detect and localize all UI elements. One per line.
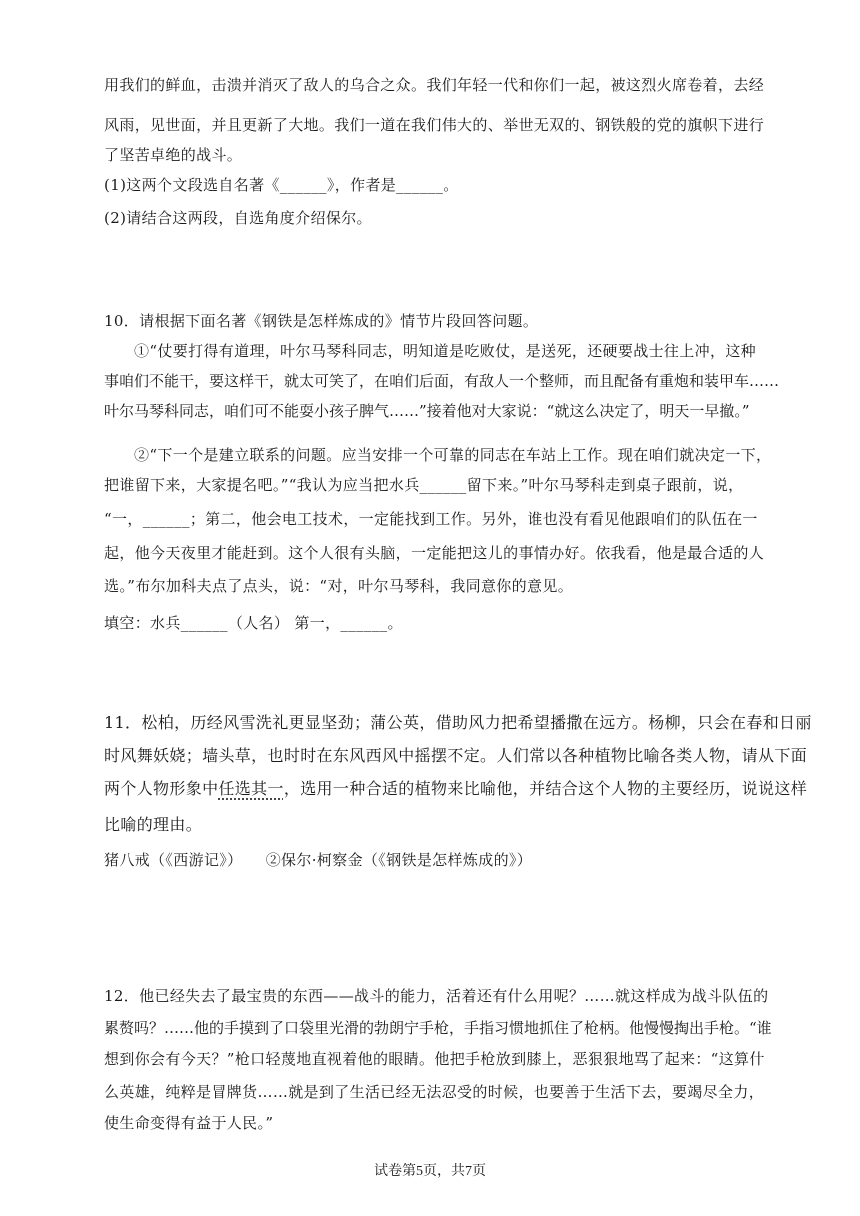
q9-subquestion-1: (1)这两个文段选自名著《______》，作者是______。 [104, 176, 459, 194]
passage-line: 了坚苦卓绝的战斗。 [104, 146, 243, 164]
q10-para2-line: “一，______；第二，他会电工技术，一定能找到工作。另外，谁也没有看见他跟咱们的队伍在一 [104, 510, 758, 528]
q10-para2-line: 起，他今天夜里才能赶到。这个人很有头脑，一定能把这儿的事情办好。依我看，他是最合适的人 [104, 544, 765, 562]
q9-subquestion-2: (2)请结合这两段，自选角度介绍保尔。 [104, 209, 372, 227]
q10-para1-line: ①“仗要打得有道理，叶尔马琴科同志，明知道是吃败仗，是送死，还硬要战士往上冲，这种 [134, 342, 757, 360]
q10-para1-line: 事咱们不能干，要这样干，就太可笑了，在咱们后面，有敌人一个整师，而且配备有重炮和装甲车…… [104, 372, 780, 390]
q11-line-3: 两个人物形象中任选其一，选用一种合适的植物来比喻他，并结合这个人物的主要经历，说说这样 [104, 779, 808, 798]
q12-line: 么英雄，纯粹是冒牌货……就是到了生活已经无法忍受的时候，也要善于生活下去，要竭尽全力， [104, 1083, 765, 1101]
q12-line: 使生命变得有益于人民。” [104, 1114, 274, 1132]
q10-para2-line: 选。”布尔加科夫点了点头，说：“对，叶尔马琴科，我同意你的意见。 [104, 577, 574, 595]
q11-options: 猪八戒（《西游记》） ②保尔·柯察金（《钢铁是怎样炼成的》） [104, 851, 533, 869]
q12-line: 累赘吗？……他的手摸到了口袋里光滑的勃朗宁手枪，手指习惯地抓住了枪柄。他慢慢掏出手枪。“谁 [104, 1019, 772, 1037]
emphasis-text: 任选其一 [218, 779, 284, 798]
q11-line: 11．松柏，历经风雪洗礼更显坚劲；蒲公英，借助风力把希望播撒在远方。杨柳，只会在春和日丽 [104, 713, 812, 732]
passage-line: 风雨，见世面，并且更新了大地。我们一道在我们伟大的、举世无双的、钢铁般的党的旗帜下进行 [104, 116, 765, 134]
q10-fill-blank: 填空：水兵______（人名） 第一，______。 [104, 614, 403, 632]
q11-line: 比喻的理由。 [104, 815, 203, 834]
q12-line: 12．他已经失去了最宝贵的东西——战斗的能力，活着还有什么用呢？……就这样成为战斗队伍的 [104, 987, 769, 1005]
q12-line: 想到你会有今天？”枪口轻蔑地直视着他的眼睛。他把手枪放到膝上，恶狠狠地骂了起来：“这算什 [104, 1050, 765, 1068]
passage-line: 用我们的鲜血，击溃并消灭了敌人的乌合之众。我们年轻一代和你们一起，被这烈火席卷着，去经 [104, 76, 765, 94]
q10-para2-line: ②“下一个是建立联系的问题。应当安排一个可靠的同志在车站上工作。现在咱们就决定一下， [134, 446, 772, 464]
q10-para2-line: 把谁留下来，大家提名吧。”“我认为应当把水兵______留下来。”叶尔马琴科走到桌子跟前，说， [104, 476, 744, 494]
q11-line: 时风舞妖娆；墙头草，也时时在东风西风中摇摆不定。人们常以各种植物比喻各类人物，请从下面 [104, 746, 808, 765]
page-footer: 试卷第5页，共7页 [374, 1164, 486, 1179]
q10-stem: 10．请根据下面名著《钢铁是怎样炼成的》情节片段回答问题。 [104, 312, 539, 330]
q10-para1-line: 叶尔马琴科同志，咱们可不能耍小孩子脾气……”接着他对大家说：“就这么决定了，明天一早撤。” [104, 402, 750, 420]
